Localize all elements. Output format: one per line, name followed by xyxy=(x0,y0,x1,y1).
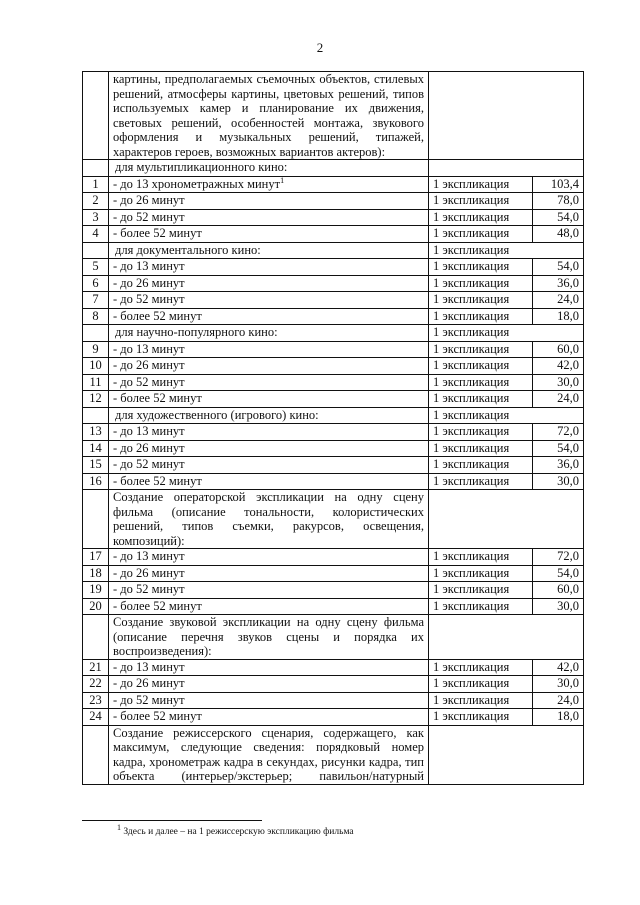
sound-row-empty xyxy=(429,615,584,660)
row-label-text: - до 13 минут xyxy=(113,341,185,356)
row-label xyxy=(109,424,429,441)
intro-row xyxy=(83,72,584,160)
table-row xyxy=(83,659,584,676)
footnote-mark: 1 xyxy=(117,822,121,832)
intro-row-text: картины, предполагаемых съемочных объектов, стилевых решений, атмосферы картины, цветовых решений, типов используемых камер и планирование их движения, световых решений, особенностей монтажа, звукового оформления и музыкальных решений, типажей, характеров героев, возможных вариантов актеров): xyxy=(109,72,429,160)
row-label xyxy=(109,275,429,292)
table-row xyxy=(83,565,584,582)
row-label-text: - до 13 хронометражных минут xyxy=(113,176,281,191)
section-heading-num xyxy=(83,325,109,342)
section-heading-num xyxy=(83,407,109,424)
table-row xyxy=(83,193,584,210)
row-value: 54,0 xyxy=(533,440,584,457)
row-label-text: - до 52 минут xyxy=(113,692,185,707)
row-value: 72,0 xyxy=(533,549,584,566)
operator-row-num xyxy=(83,490,109,549)
operator-row xyxy=(83,490,584,549)
row-number: 9 xyxy=(83,341,109,358)
row-unit: 1 экспликация xyxy=(429,565,533,582)
table-row xyxy=(83,709,584,726)
row-unit: 1 экспликация xyxy=(429,391,533,408)
row-number: 7 xyxy=(83,292,109,309)
row-value: 30,0 xyxy=(533,598,584,615)
row-number: 13 xyxy=(83,424,109,441)
row-label xyxy=(109,692,429,709)
sound-row xyxy=(83,615,584,660)
row-unit: 1 экспликация xyxy=(429,424,533,441)
table-row xyxy=(83,440,584,457)
row-label-text: - до 52 минут xyxy=(113,292,185,306)
row-unit: 1 экспликация xyxy=(429,676,533,693)
row-label xyxy=(109,226,429,243)
section-heading-row xyxy=(83,160,584,177)
row-label-text: - до 52 минут xyxy=(113,374,185,389)
row-unit: 1 экспликация xyxy=(429,308,533,325)
row-number: 1 xyxy=(83,176,109,193)
row-number: 11 xyxy=(83,374,109,391)
director-row-empty xyxy=(429,725,584,784)
section-heading-unit: 1 экспликация xyxy=(429,242,584,259)
row-label xyxy=(109,565,429,582)
row-label xyxy=(109,292,429,309)
row-value: 54,0 xyxy=(533,565,584,582)
row-unit: 1 экспликация xyxy=(429,358,533,375)
table-row xyxy=(83,424,584,441)
row-label-text: - до 52 минут xyxy=(113,209,185,224)
sound-row-text: Создание звуковой экспликации на одну сцену фильма (описание перечня звуков сцены и порядка их воспроизведения): xyxy=(109,615,429,660)
row-number: 2 xyxy=(83,193,109,210)
table-row xyxy=(83,549,584,566)
price-table xyxy=(82,71,584,785)
section-heading-row xyxy=(83,325,584,342)
table-row xyxy=(83,598,584,615)
row-label-text: - до 26 минут xyxy=(113,440,185,455)
row-label-text: - более 52 минут xyxy=(113,598,202,613)
row-label xyxy=(109,709,429,726)
row-number: 5 xyxy=(83,259,109,276)
row-unit: 1 экспликация xyxy=(429,209,533,226)
row-label-text: - до 26 минут xyxy=(113,275,185,290)
row-label-text: - до 13 минут xyxy=(113,424,185,438)
table-row xyxy=(83,308,584,325)
row-label xyxy=(109,598,429,615)
row-label xyxy=(109,391,429,408)
intro-row-empty xyxy=(429,72,584,160)
row-number: 15 xyxy=(83,457,109,474)
section-heading: для документального кино: xyxy=(109,242,429,259)
footnote-text: Здесь и далее – на 1 режиссерскую экспликацию фильма xyxy=(123,827,354,837)
table-row xyxy=(83,676,584,693)
row-label-text: - до 26 минут xyxy=(113,565,185,580)
section-heading-num xyxy=(83,160,109,177)
row-unit: 1 экспликация xyxy=(429,374,533,391)
row-unit: 1 экспликация xyxy=(429,440,533,457)
row-unit: 1 экспликация xyxy=(429,549,533,566)
row-label xyxy=(109,457,429,474)
row-number: 14 xyxy=(83,440,109,457)
director-row-num xyxy=(83,725,109,784)
row-number: 22 xyxy=(83,676,109,693)
row-label xyxy=(109,374,429,391)
row-value: 42,0 xyxy=(533,659,584,676)
row-number: 6 xyxy=(83,275,109,292)
row-value: 103,4 xyxy=(533,176,584,193)
row-label-text: - до 13 минут xyxy=(113,259,185,273)
row-number: 10 xyxy=(83,358,109,375)
row-value: 18,0 xyxy=(533,308,584,325)
section-heading-num xyxy=(83,242,109,259)
table-row xyxy=(83,692,584,709)
row-value: 72,0 xyxy=(533,424,584,441)
row-label xyxy=(109,659,429,676)
row-unit: 1 экспликация xyxy=(429,709,533,726)
row-label xyxy=(109,473,429,490)
table-row xyxy=(83,259,584,276)
row-label-text: - до 13 минут xyxy=(113,659,185,674)
row-label xyxy=(109,582,429,599)
table-row xyxy=(83,209,584,226)
row-number: 18 xyxy=(83,565,109,582)
section-heading: для научно-популярного кино: xyxy=(109,325,429,342)
section-heading-unit: 1 экспликация xyxy=(429,407,584,424)
row-label-text: - до 52 минут xyxy=(113,582,185,596)
row-value: 78,0 xyxy=(533,193,584,210)
row-label xyxy=(109,676,429,693)
row-unit: 1 экспликация xyxy=(429,341,533,358)
row-value: 60,0 xyxy=(533,582,584,599)
row-label-text: - более 52 минут xyxy=(113,226,202,240)
row-unit: 1 экспликация xyxy=(429,176,533,193)
operator-row-text: Создание операторской экспликации на одну сцену фильма (описание тональности, колористических решений, типов съемки, ракурсов, освещения, композиций): xyxy=(109,490,429,549)
row-value: 48,0 xyxy=(533,226,584,243)
table-row xyxy=(83,391,584,408)
row-value: 54,0 xyxy=(533,259,584,276)
operator-row-empty xyxy=(429,490,584,549)
row-label-text: - более 52 минут xyxy=(113,308,202,323)
row-number: 12 xyxy=(83,391,109,408)
intro-row-num xyxy=(83,72,109,160)
row-number: 24 xyxy=(83,709,109,726)
table-row xyxy=(83,275,584,292)
row-label xyxy=(109,176,429,193)
row-label xyxy=(109,549,429,566)
row-value: 30,0 xyxy=(533,676,584,693)
table-row xyxy=(83,341,584,358)
row-label-text: - более 52 минут xyxy=(113,391,202,405)
director-row xyxy=(83,725,584,784)
row-value: 30,0 xyxy=(533,374,584,391)
footnote xyxy=(117,822,354,837)
row-label xyxy=(109,341,429,358)
section-heading-row xyxy=(83,407,584,424)
table-row xyxy=(83,473,584,490)
row-value: 42,0 xyxy=(533,358,584,375)
table-row xyxy=(83,176,584,193)
row-number: 23 xyxy=(83,692,109,709)
row-label-text: - до 26 минут xyxy=(113,193,185,207)
row-label xyxy=(109,209,429,226)
director-row-text: Создание режиссерского сценария, содержащего, как максимум, следующие сведения: порядковый номер кадра, хронометраж кадра в секундах, рисунки кадра, тип объекта (интерьер/экстерьер; павильон/натурный xyxy=(109,725,429,784)
row-number: 4 xyxy=(83,226,109,243)
row-value: 36,0 xyxy=(533,275,584,292)
section-heading: для художественного (игрового) кино: xyxy=(109,407,429,424)
row-unit: 1 экспликация xyxy=(429,259,533,276)
row-label-text: - до 26 минут xyxy=(113,358,185,372)
row-number: 20 xyxy=(83,598,109,615)
sound-row-num xyxy=(83,615,109,660)
row-number: 8 xyxy=(83,308,109,325)
row-unit: 1 экспликация xyxy=(429,473,533,490)
table-row xyxy=(83,582,584,599)
row-value: 24,0 xyxy=(533,391,584,408)
section-heading-row xyxy=(83,242,584,259)
table-row xyxy=(83,226,584,243)
footnote-divider xyxy=(82,820,262,821)
row-unit: 1 экспликация xyxy=(429,275,533,292)
row-unit: 1 экспликация xyxy=(429,692,533,709)
footnote-ref: 1 xyxy=(280,175,285,185)
row-value: 24,0 xyxy=(533,692,584,709)
row-unit: 1 экспликация xyxy=(429,292,533,309)
row-label-text: - до 13 минут xyxy=(113,549,185,563)
row-number: 17 xyxy=(83,549,109,566)
row-label-text: - более 52 минут xyxy=(113,709,202,723)
row-number: 16 xyxy=(83,473,109,490)
row-unit: 1 экспликация xyxy=(429,659,533,676)
row-unit: 1 экспликация xyxy=(429,226,533,243)
row-label-text: - до 26 минут xyxy=(113,676,185,690)
row-unit: 1 экспликация xyxy=(429,582,533,599)
section-heading-unit: 1 экспликация xyxy=(429,325,584,342)
row-number: 3 xyxy=(83,209,109,226)
row-value: 36,0 xyxy=(533,457,584,474)
table-row xyxy=(83,358,584,375)
row-label-text: - более 52 минут xyxy=(113,473,202,488)
row-unit: 1 экспликация xyxy=(429,457,533,474)
row-label xyxy=(109,308,429,325)
row-value: 30,0 xyxy=(533,473,584,490)
row-value: 54,0 xyxy=(533,209,584,226)
row-number: 19 xyxy=(83,582,109,599)
section-heading: для мультипликационного кино: xyxy=(109,160,429,177)
row-value: 24,0 xyxy=(533,292,584,309)
page-number: 2 xyxy=(316,40,324,55)
table-row xyxy=(83,292,584,309)
row-label xyxy=(109,193,429,210)
row-value: 18,0 xyxy=(533,709,584,726)
section-heading-unit xyxy=(429,160,584,177)
row-unit: 1 экспликация xyxy=(429,193,533,210)
row-number: 21 xyxy=(83,659,109,676)
row-label xyxy=(109,259,429,276)
table-row xyxy=(83,374,584,391)
row-value: 60,0 xyxy=(533,341,584,358)
row-label xyxy=(109,358,429,375)
row-unit: 1 экспликация xyxy=(429,598,533,615)
row-label-text: - до 52 минут xyxy=(113,457,185,471)
row-label xyxy=(109,440,429,457)
table-row xyxy=(83,457,584,474)
